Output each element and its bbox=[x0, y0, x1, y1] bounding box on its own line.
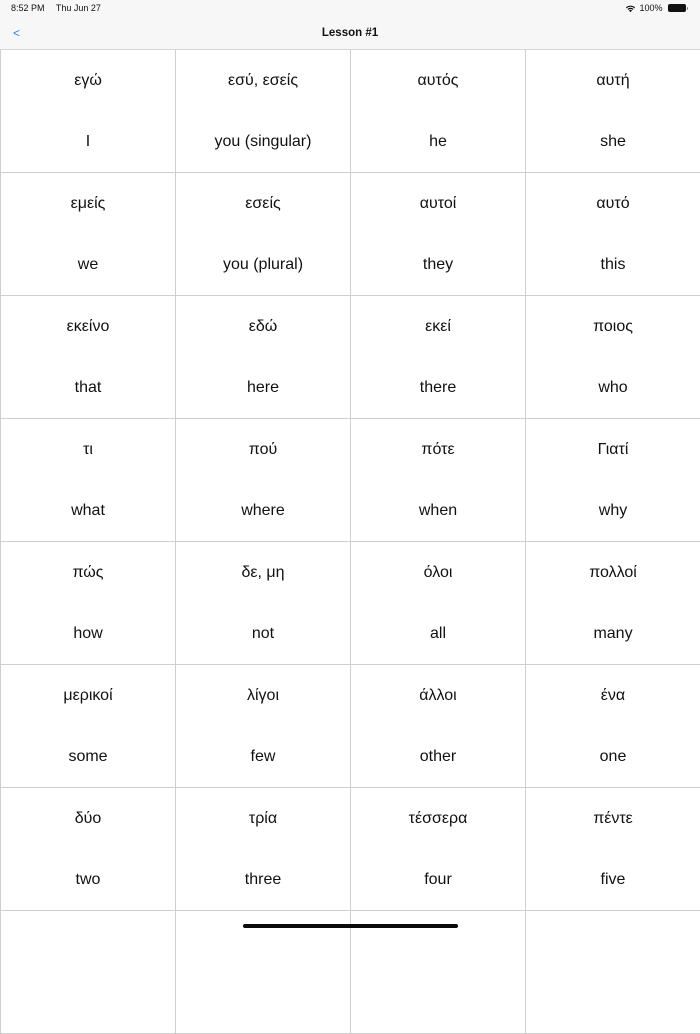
greek-word: ένα bbox=[600, 687, 626, 704]
english-translation: few bbox=[250, 748, 276, 765]
greek-word: αυτοί bbox=[419, 195, 457, 212]
vocab-card[interactable] bbox=[1, 173, 176, 296]
vocab-card[interactable] bbox=[1, 296, 176, 419]
status-time: 8:52 PM bbox=[11, 3, 45, 13]
vocab-card[interactable] bbox=[1, 542, 176, 665]
page-title: Lesson #1 bbox=[321, 27, 379, 39]
vocab-card[interactable] bbox=[351, 419, 526, 542]
greek-word: ποιος bbox=[593, 318, 633, 335]
vocab-card[interactable] bbox=[351, 788, 526, 911]
english-translation: when bbox=[418, 502, 458, 519]
status-right bbox=[625, 3, 688, 13]
vocab-card-partial[interactable] bbox=[526, 911, 700, 1034]
vocab-card[interactable] bbox=[176, 542, 351, 665]
greek-word: τρία bbox=[248, 810, 278, 827]
english-translation: one bbox=[599, 748, 627, 765]
vocabulary-grid bbox=[0, 50, 700, 1034]
vocab-card[interactable] bbox=[526, 542, 700, 665]
greek-word: αυτή bbox=[596, 72, 630, 89]
english-translation: two bbox=[75, 871, 101, 888]
vocab-card[interactable] bbox=[1, 419, 176, 542]
greek-word: λίγοι bbox=[246, 687, 279, 704]
greek-word: άλλοι bbox=[419, 687, 457, 704]
greek-word: πώς bbox=[72, 564, 104, 581]
vocab-card[interactable] bbox=[1, 50, 176, 173]
english-translation: that bbox=[74, 379, 102, 396]
vocab-card[interactable] bbox=[176, 50, 351, 173]
battery-percent: 100% bbox=[639, 3, 663, 13]
greek-word: εδώ bbox=[248, 318, 278, 335]
vocab-card[interactable] bbox=[526, 788, 700, 911]
vocab-card[interactable] bbox=[526, 173, 700, 296]
vocab-card[interactable] bbox=[351, 50, 526, 173]
greek-word: τι bbox=[83, 441, 93, 458]
greek-word: πέντε bbox=[593, 810, 633, 827]
vocab-card[interactable] bbox=[176, 419, 351, 542]
english-translation: here bbox=[246, 379, 280, 396]
greek-word: μερικοί bbox=[63, 687, 113, 704]
vocab-card[interactable] bbox=[176, 665, 351, 788]
status-date: Thu Jun 27 bbox=[55, 3, 101, 13]
greek-word: όλοι bbox=[423, 564, 453, 581]
english-translation: you (plural) bbox=[222, 256, 304, 273]
greek-word: εσείς bbox=[245, 195, 281, 212]
english-translation: she bbox=[600, 133, 626, 150]
english-translation: many bbox=[593, 625, 633, 642]
greek-word: αυτό bbox=[596, 195, 630, 212]
english-translation: some bbox=[68, 748, 108, 765]
vocab-card-partial[interactable] bbox=[176, 911, 351, 1034]
english-translation: three bbox=[244, 871, 282, 888]
vocab-card[interactable] bbox=[176, 173, 351, 296]
greek-word: αυτός bbox=[417, 72, 459, 89]
english-translation: we bbox=[77, 256, 99, 273]
english-translation: how bbox=[73, 625, 103, 642]
vocab-card[interactable] bbox=[176, 788, 351, 911]
english-translation: I bbox=[85, 133, 91, 150]
vocab-card[interactable] bbox=[351, 542, 526, 665]
wifi-icon bbox=[625, 4, 636, 13]
vocab-card[interactable] bbox=[176, 296, 351, 419]
battery-icon bbox=[668, 4, 689, 12]
vocab-card[interactable] bbox=[351, 665, 526, 788]
greek-word: Γιατί bbox=[597, 441, 629, 458]
english-translation: why bbox=[598, 502, 628, 519]
english-translation: all bbox=[429, 625, 446, 642]
english-translation: five bbox=[600, 871, 626, 888]
vocab-card[interactable] bbox=[351, 173, 526, 296]
english-translation: this bbox=[600, 256, 626, 273]
vocab-card[interactable] bbox=[526, 296, 700, 419]
vocab-card[interactable] bbox=[526, 665, 700, 788]
english-translation: what bbox=[71, 502, 105, 519]
english-translation: they bbox=[422, 256, 454, 273]
greek-word: πότε bbox=[421, 441, 455, 458]
greek-word: δύο bbox=[74, 810, 102, 827]
vocab-card[interactable] bbox=[351, 296, 526, 419]
greek-word: δε, μη bbox=[241, 564, 285, 581]
english-translation: who bbox=[598, 379, 628, 396]
back-button[interactable]: < bbox=[13, 26, 21, 40]
english-translation: there bbox=[419, 379, 457, 396]
greek-word: εμείς bbox=[70, 195, 106, 212]
vocab-card[interactable] bbox=[1, 788, 176, 911]
greek-word: εσύ, εσείς bbox=[227, 72, 299, 89]
english-translation: other bbox=[419, 748, 457, 765]
greek-word: εγώ bbox=[74, 72, 102, 89]
vocab-card[interactable] bbox=[526, 419, 700, 542]
greek-word: τέσσερα bbox=[408, 810, 468, 827]
greek-word: εκεί bbox=[425, 318, 451, 335]
vocab-card-partial[interactable] bbox=[1, 911, 176, 1034]
vocab-card[interactable] bbox=[526, 50, 700, 173]
navigation-bar bbox=[0, 18, 700, 50]
status-bar bbox=[0, 0, 700, 18]
english-translation: not bbox=[251, 625, 275, 642]
english-translation: he bbox=[429, 133, 447, 150]
vocab-card[interactable] bbox=[1, 665, 176, 788]
greek-word: πολλοί bbox=[589, 564, 637, 581]
english-translation: four bbox=[424, 871, 452, 888]
english-translation: you (singular) bbox=[214, 133, 312, 150]
home-indicator[interactable] bbox=[243, 924, 458, 928]
vocab-card-partial[interactable] bbox=[351, 911, 526, 1034]
status-left bbox=[11, 3, 110, 13]
english-translation: where bbox=[241, 502, 285, 519]
greek-word: εκείνο bbox=[66, 318, 110, 335]
greek-word: πού bbox=[248, 441, 278, 458]
